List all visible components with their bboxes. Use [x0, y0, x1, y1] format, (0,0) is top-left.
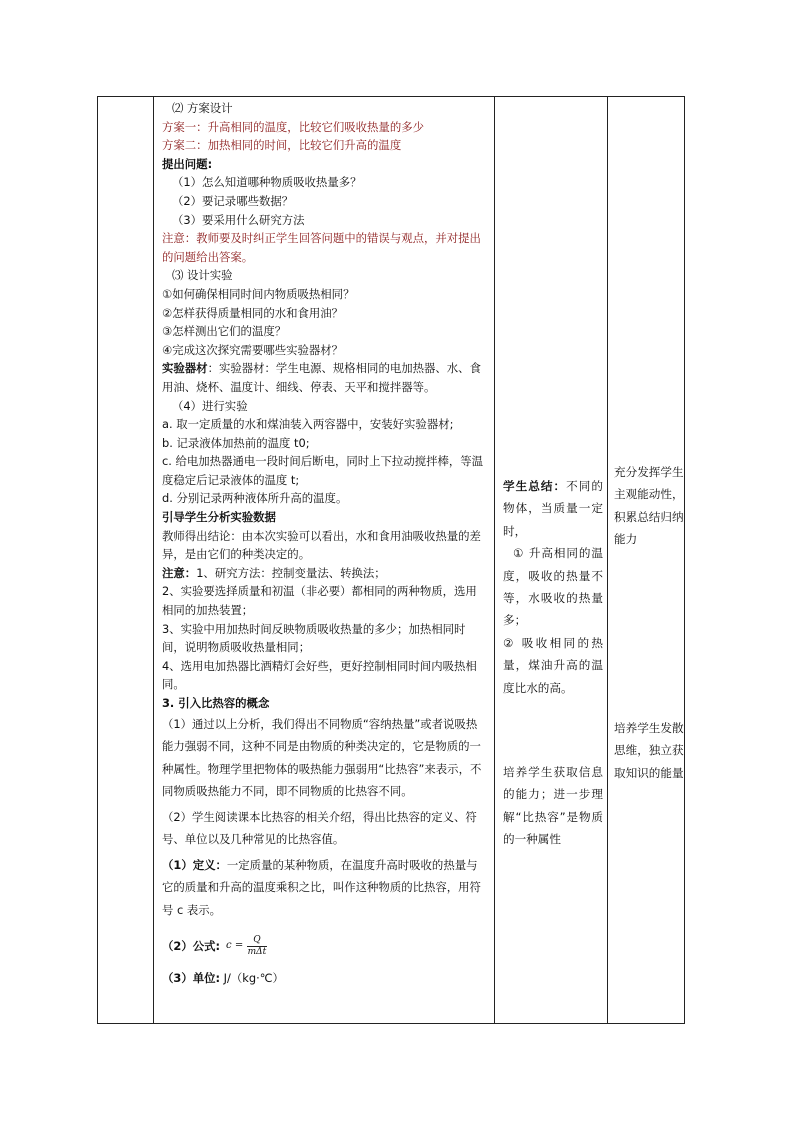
unit-text: J/（kg·℃）: [220, 971, 284, 986]
note-item: 1、研究方法：控制变量法、转换法；: [196, 565, 386, 580]
formula-denominator: mΔt: [247, 946, 267, 957]
design-question: ④完成这次探究需要哪些实验器材？: [162, 342, 344, 357]
procedure-step: c. 给电加热器通电一段时间后断电，同时上下拉动搅拌棒，等温度稳定后记录液体的温度 t;: [162, 454, 484, 487]
student-summary: [503, 475, 603, 699]
intent-block-1: [614, 461, 684, 551]
goal-text: 培养学生获取信息的能力；进一步理解“比热容”是物质的一种属性: [503, 765, 603, 847]
design-question: ①如何确保相同时间内物质吸热相同？: [162, 286, 355, 301]
note-item: 2、实验要选择质量和初温（非必要）都相同的两种物质，选用相同的加热装置；: [162, 584, 477, 618]
procedure-steps: [162, 415, 488, 508]
plan-line: 方案二：加热相同的时间，比较它们升高的温度: [162, 138, 402, 153]
plan-line: ⑵ 方案设计: [172, 101, 233, 115]
section3-paragraph-2: （2）学生阅读课本比热容的相关介绍，得出比热容的定义、符号、单位以及几种常见的比热容值。: [162, 809, 477, 847]
equipment-label: 实验器材: [162, 361, 208, 376]
plan-section: [162, 99, 488, 229]
definition-label: （1）定义：: [162, 857, 227, 872]
section3-title: 3. 引入比热容的概念: [162, 696, 270, 710]
intent-text-2: 培养学生发散思维，独立获取知识的能量: [614, 721, 684, 780]
summary-intro: 不同的物体，当质量一定时，: [503, 479, 603, 538]
procedure-step: b. 记录液体加热前的温度 t0;: [162, 435, 310, 450]
teacher-note: 注意：教师要及时纠正学生回答问题中的错误与观点，并对提出的问题给出答案。: [162, 231, 481, 264]
formula-numerator: Q: [247, 935, 266, 947]
summary-point-1: ① 升高相同的温度，吸收的热量不等，水吸收的热量多；: [503, 546, 603, 628]
notes-first-line: [162, 564, 488, 583]
plan-line: （3）要采用什么研究方法: [172, 212, 305, 227]
design-intent-cell: [608, 97, 686, 1023]
equipment-text: ：实验器材：学生电源、规格相同的电加热器、水、食用油、烧杯、温度计、细线、停表、天平和搅拌器等。: [162, 361, 481, 394]
summary-label: 学生总结：: [503, 479, 567, 493]
intent-text-1: 充分发挥学生主观能动性，积累总结归纳能力: [614, 465, 684, 547]
design-question: ③怎样测出它们的温度？: [162, 324, 287, 339]
notes-label: 注意：: [162, 565, 197, 580]
section3-paragraph-1: （1）通过以上分析，我们得出不同物质“容纳热量”或者说吸热能力强弱不同，这种不同是由物质的种类决定的，它是物质的一种属性。物理学里把物体的吸热能力强弱用“比热容”来表示，不同物质吸热能力不同，即不同物质的比热容不同。: [162, 716, 482, 799]
design-question: ②怎样获得质量相同的水和食用油？: [162, 305, 344, 320]
procedure-step: d. 分别记录两种液体所升高的温度。: [162, 491, 348, 506]
equipment-paragraph: [162, 359, 488, 396]
intent-block-2: [614, 717, 684, 784]
summary-point-2: ② 吸收相同的热量，煤油升高的温度比水的高。: [503, 635, 603, 695]
guide-title: 引导学生分析实验数据: [162, 510, 276, 525]
student-activity-cell: [495, 97, 607, 1023]
plan-line: （1）怎么知道哪种物质吸收热量多？: [172, 175, 362, 190]
design-section: [162, 266, 488, 359]
formula-lhs: c =: [226, 939, 244, 951]
unit-row: [162, 969, 488, 988]
plan-line: 方案一：升高相同的温度，比较它们吸收热量的多少: [162, 119, 424, 134]
unit-label: （3）单位:: [162, 971, 221, 986]
plan-line: 提出问题:: [162, 156, 213, 171]
plan-line: （2）要记录哪些数据？: [172, 193, 294, 208]
lesson-table: [97, 96, 685, 1024]
student-goal: [503, 761, 603, 851]
procedure-title: （4）进行实验: [172, 398, 248, 413]
formula-fraction: [247, 935, 266, 958]
design-question: ⑶ 设计实验: [172, 268, 233, 283]
summary-paragraph: [503, 475, 603, 542]
procedure-step: a. 取一定质量的水和煤油装入两容器中，安装好实验器材;: [162, 417, 454, 432]
teaching-content-cell: [154, 97, 494, 1023]
note-item: 4、选用电加热器比酒精灯会好些，更好控制相同时间内吸热相同。: [162, 658, 477, 692]
conclusion-paragraph: 教师得出结论：由本次实验可以看出，水和食用油吸收热量的差异，是由它们的种类决定的。: [162, 528, 481, 562]
definition-text: 一定质量的某种物质，在温度升高时吸收的热量与它的质量和升高的温度乘积之比，叫作这种物质的比热容，用符号 c 表示。: [162, 857, 481, 917]
definition-paragraph: [162, 854, 488, 922]
formula-label: （2）公式:: [162, 938, 221, 953]
note-item: 3、实验中用加热时间反映物质吸收热量的多少；加热相同时间，说明物质吸收热量相同；: [162, 621, 466, 655]
formula-row: [162, 929, 488, 963]
